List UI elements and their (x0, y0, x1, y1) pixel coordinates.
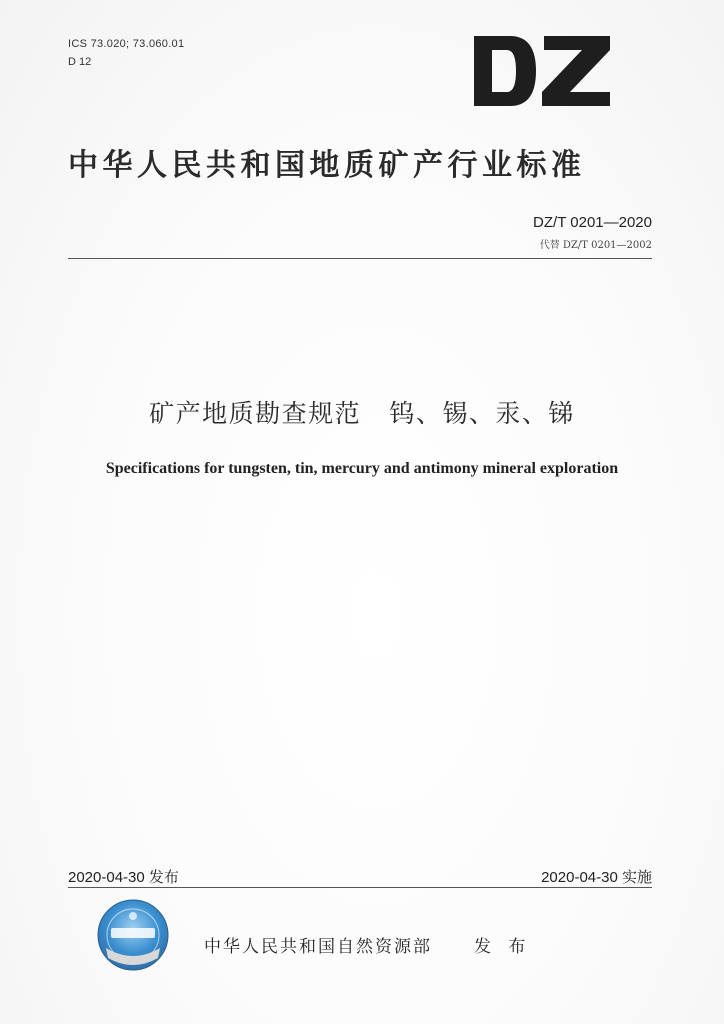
publish-date: 2020-04-30 发布 (68, 869, 179, 886)
dz-logo-letter-d (474, 36, 536, 106)
publish-label: 发 布 (474, 937, 532, 957)
ics-code: ICS 73.020; 73.060.01 (68, 38, 185, 50)
header-divider (68, 258, 652, 259)
main-title: 中华人民共和国地质矿产行业标准 (68, 148, 586, 183)
dz-logo (470, 34, 612, 108)
standard-number: DZ/T 0201—2020 (533, 214, 652, 231)
publisher-name: 中华人民共和国自然资源部 (204, 937, 432, 957)
anti-counterfeit-seal (96, 898, 170, 972)
dz-logo-letter-z (542, 36, 610, 106)
footer-divider (68, 887, 652, 888)
replaces-standard: 代替 DZ/T 0201—2002 (539, 240, 652, 251)
ccs-code: D 12 (68, 56, 92, 68)
document-title-cn: 矿产地质勘查规范 钨、锡、汞、锑 (149, 399, 575, 428)
document-title-en: Specifications for tungsten, tin, mercury and antimony mineral exploration (105, 460, 619, 477)
implement-date: 2020-04-30 实施 (541, 869, 652, 886)
